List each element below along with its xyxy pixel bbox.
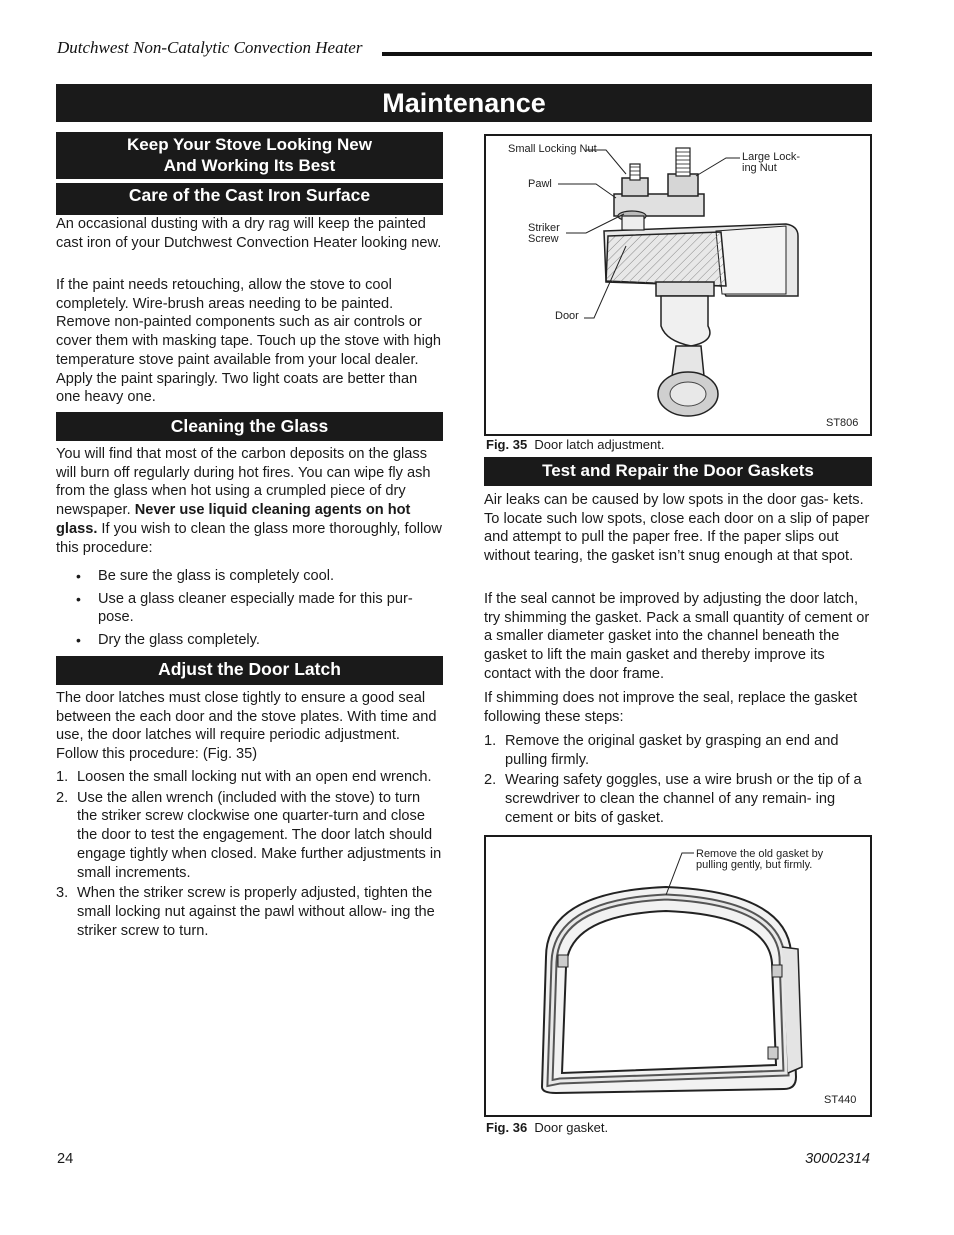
label-small-locking-nut: Small Locking Nut: [508, 143, 597, 155]
figure-35-door-latch: [484, 134, 872, 436]
label-remove-gasket-line-1: Remove the old gasket by: [696, 848, 824, 860]
figure-36-caption: [486, 1120, 608, 1135]
bullet-symbol: •: [76, 632, 81, 649]
latch-paragraph: The door latches must close tightly to ensure a good seal between the each door and the stove plates. With time and use, the door latches will require periodic adjustment. Follow this procedure: (Fig. 35): [56, 690, 437, 763]
glass-text-a: You will find that most of the carbon deposits on the glass will burn off regularly during hot fires. You can wipe fly ash from the glass when hot using a crumpled piece of dry newspaper.: [56, 446, 431, 519]
list-item: • Be sure the glass is completely cool.: [76, 568, 335, 584]
section-heading-cast-iron: Care of the Cast Iron Surface: [56, 183, 443, 215]
label-large-locking-nut: Large Lock- ing Nut: [742, 151, 801, 174]
figure-code: ST806: [826, 417, 859, 429]
gasket-paragraph-1: Air leaks can be caused by low spots in the door gas- kets. To locate such low spots, close each door on a slip of paper and attempt to pull the paper free. If the paper slips out without tearing, the gasket isn’t snug enough at that spot.: [484, 492, 870, 565]
gasket-paragraph-3: If shimming does not improve the seal, replace the gasket following these steps:: [484, 690, 858, 725]
figure-caption-text: Door gasket.: [534, 1120, 609, 1135]
figure-35-caption: [486, 437, 665, 452]
list-item: 1. Loosen the small locking nut with an open end wrench.: [56, 769, 432, 785]
list-item: 3. When the striker screw is properly adjusted, tighten the small locking nut against the pawl without allow- ing the striker screw to turn.: [56, 885, 435, 939]
page-number: 24: [57, 1151, 74, 1167]
cast-iron-paragraph-1: An occasional dusting with a dry rag will keep the painted cast iron of your Dutchwest Convection Heater looking new.: [56, 216, 442, 251]
glass-warning: Never use liquid cleaning agents on hot glass.: [56, 502, 411, 537]
list-item: 2. Wearing safety goggles, use a wire brush or the tip of a screwdriver to clean the channel of any remain- ing cement or bits of gasket.: [484, 772, 862, 826]
gasket-step-list: [484, 732, 872, 830]
running-header-title: Dutchwest Non-Catalytic Convection Heater: [57, 38, 363, 57]
list-item: • Dry the glass completely.: [76, 632, 260, 649]
figure-code: ST440: [824, 1094, 857, 1106]
section-heading-door-latch: Adjust the Door Latch: [56, 656, 443, 685]
glass-paragraph: [56, 445, 443, 557]
gasket-paragraph-2: If the seal cannot be improved by adjusting the door latch, try shimming the gasket. Pack a small quantity of cement or a smaller diameter gasket into the channel beneath the gasket to lift the main gasket and thereby improve its contact with the door frame.: [484, 591, 870, 682]
glass-bullet-list: [56, 567, 443, 654]
figure-number: Fig. 35: [486, 437, 528, 452]
list-item: 2. Use the allen wrench (included with the stove) to turn the striker screw clockwise one quarter-turn and close the door to test the engagement. The door latch should engage tightly when closed. Make further adjustments in small increments.: [56, 789, 442, 881]
latch-step-list: [56, 768, 443, 942]
page-title: Maintenance: [56, 84, 872, 122]
section-heading-door-gaskets: Test and Repair the Door Gaskets: [484, 457, 872, 486]
list-item: • Use a glass cleaner especially made for this pur- pose.: [76, 590, 413, 626]
label-remove-gasket-line-2: pulling gently, but firmly.: [696, 859, 813, 871]
figure-36-door-gasket: [484, 835, 872, 1117]
heading-line-1: Keep Your Stove Looking New: [127, 135, 372, 154]
label-pawl: Pawl: [528, 178, 552, 190]
header-rule: [382, 52, 872, 56]
section-heading-keep-stove: [56, 132, 443, 179]
figure-number: Fig. 36: [486, 1120, 528, 1135]
cast-iron-paragraph-2: If the paint needs retouching, allow the stove to cool completely. Wire-brush areas needing to be painted. Remove non-painted components such as air controls or cover them with masking tape. Touch up the stove with high temperature stove paint available from your local dealer. Apply the paint sparingly. Two light coats are better than one heavy one.: [56, 277, 442, 406]
glass-text-b: If you wish to clean the glass more thoroughly, follow this procedure:: [56, 520, 442, 556]
figure-caption-text: Door latch adjustment.: [534, 437, 665, 452]
section-heading-cleaning-glass: Cleaning the Glass: [56, 412, 443, 441]
label-striker-screw: Striker Screw: [528, 222, 560, 245]
bullet-symbol: •: [76, 590, 81, 607]
bullet-symbol: •: [76, 568, 81, 584]
document-number: 30002314: [805, 1151, 870, 1167]
door-gasket-illustration: [486, 837, 870, 1115]
label-door: Door: [555, 310, 579, 322]
list-item: 1. Remove the original gasket by grasping an end and pulling firmly.: [484, 733, 839, 768]
heading-line-2: And Working Its Best: [163, 156, 336, 175]
